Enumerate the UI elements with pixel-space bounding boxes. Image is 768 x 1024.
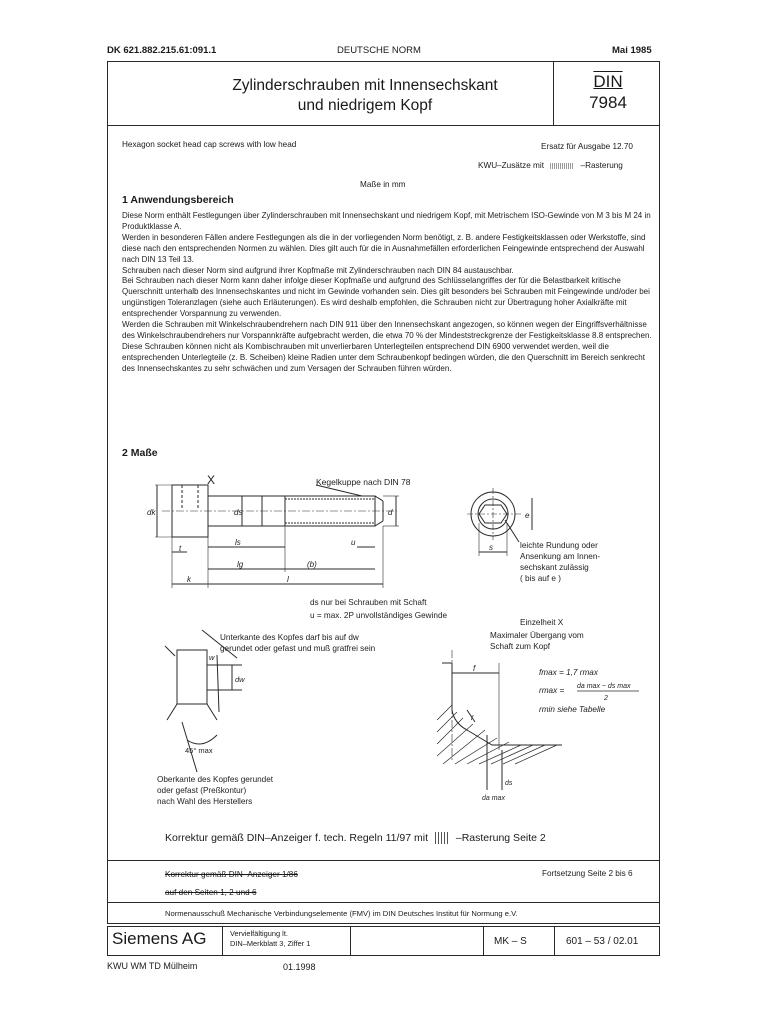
old-korrektur-1: Korrektur gemäß DIN–Anzeiger 1/86 [165,870,298,879]
d-label: d [388,508,393,517]
korrektur-suffix: –Rasterung Seite 2 [455,832,546,844]
din-label: DIN [593,72,623,91]
section1-heading: 1 Anwendungsbereich [122,194,234,206]
ds-note: ds nur bei Schrauben mit Schaft [310,598,427,607]
din-badge [556,73,660,114]
technical-drawing [107,460,660,830]
korrektur-note [165,832,546,844]
footer-divider [554,926,555,956]
u-label: u [351,538,356,547]
mk-code: MK – S [494,936,527,947]
paragraph: Werden in besonderen Fällen andere Festlegungen als die in der vorliegenden Norm benötigt, z. B. andere Festigkeitsklassen oder Werkstoffe, sind diese nach den entsprechenden Normen zu wählen. Dies gilt auch für die in Ausnahmefällen erforderlichen Feingewinde entsprechend der Auswahl nach DIN 13 Teil 13. [122,232,646,264]
vervielfaeltigung [230,929,310,948]
company-name: Siemens AG [112,929,207,948]
footer-divider [483,926,484,956]
issue-date: Mai 1985 [612,45,652,56]
paragraph: Diese Norm enthält Festlegungen über Zylinderschrauben mit Innensechskant und niedrigem Kopf, mit Metrischem ISO-Gewinde von M 3 bis M 24 in Produktklasse A. [122,211,651,231]
da-max-label: da max [482,795,505,802]
oberkante-line-3: nach Wahl des Herstellers [157,797,253,806]
rundung-line-1: leichte Rundung oder [520,541,598,550]
rmax-numerator: da max − ds max [577,683,631,690]
section2-heading: 2 Maße [122,447,158,459]
rmax-denominator: 2 [604,695,608,702]
dk-number: DK 621.882.215.61:091.1 [107,45,217,56]
paragraph: Schrauben nach dieser Norm sind aufgrund ihrer Kopfmaße mit Zylinderschrauben nach DIN 84 austauschbar. [122,265,514,275]
rmax-label: rmax = [539,686,565,695]
rundung-line-2: Ansenkung am Innen- [520,552,601,561]
fmax-formula: fmax = 1,7 rmax [539,668,598,677]
section1-body [122,211,652,375]
e-label: e [525,511,530,520]
paragraph: Werden die Schrauben mit Winkelschraubendrehern nach DIN 911 über den Innensechskant angezogen, so können wegen der Eingriffsverhältnisse des Winkelschraubendrehers nur Vorspannkräfte aufgebracht werden, die etwa 70 % der Mindeststreckgrenze der Festigkeitsklasse 8.8 entsprechen. [122,320,652,340]
verv-line-2: DIN–Merkblatt 3, Ziffer 1 [230,938,311,948]
ls-label: ls [235,538,241,547]
rmin-note: rmin siehe Tabelle [539,705,606,714]
dk-label: dk [147,508,156,517]
kwu-suffix: –Rasterung [580,161,623,170]
unterkante-line-1: Unterkante des Kopfes darf bis auf dw [220,633,359,642]
raster-swatch [435,832,449,844]
kwu-location: KWU WM TD Mülheim [107,961,198,971]
verv-line-1: Vervielfältigung lt. [230,929,288,938]
title-line-2: und niedrigem Kopf [297,97,433,114]
ds-small-label: ds [505,780,513,787]
din-number: 7984 [589,93,627,112]
einzelheit-label: Einzelheit X [520,618,564,627]
title-divider [553,61,554,126]
angle-label: 45° max [185,746,213,755]
ersatz-note: Ersatz für Ausgabe 12.70 [541,142,633,151]
kegelkuppe-label: Kegelkuppe nach DIN 78 [316,477,411,487]
head-detail [177,650,207,704]
w-label: w [209,653,215,662]
f-label: f [473,664,476,673]
footer-date: 01.1998 [283,962,316,972]
footer-divider [222,926,223,956]
rundung-line-3: sechskant zulässig [520,563,589,572]
t-label: t [179,544,182,553]
ausschuss-note: Normenausschuß Mechanische Verbindungselemente (FMV) im DIN Deutsches Institut für Normung e.V. [165,909,518,918]
page-title [200,76,530,116]
detail-x-marker: X [207,473,216,487]
b-label: (b) [307,560,317,569]
raster-swatch [550,163,574,169]
kwu-prefix: KWU–Zusätze mit [478,161,544,170]
divider [107,860,660,861]
r-label: r [471,713,474,722]
uebergang-line-1: Maximaler Übergang vom [490,631,584,640]
divider [107,902,660,903]
rundung-line-4: ( bis auf e ) [520,574,561,583]
lg-label: lg [237,560,244,569]
dw-label: dw [235,675,245,684]
footer-divider [350,926,351,956]
fortsetzung-note: Fortsetzung Seite 2 bis 6 [542,869,633,878]
unterkante-line-2: gerundet oder gefast und muß gratfrei sein [220,644,376,653]
doc-code: 601 – 53 / 02.01 [566,936,639,947]
u-note: u = max. 2P unvollständiges Gewinde [310,611,448,620]
kwu-note [478,160,623,171]
english-title: Hexagon socket head cap screws with low head [122,140,297,149]
l-label: l [287,575,289,584]
korrektur-prefix: Korrektur gemäß DIN–Anzeiger f. tech. Regeln 11/97 mit [165,832,429,844]
paragraph: Bei Schrauben nach dieser Norm kann daher infolge dieser Kopfmaße und aufgrund des Schlüsselangriffes der für die Belastbarkeit kritische Querschnitt unterhalb des Innensechskantes und nicht im Gewinde vorhanden sein. Dies gilt besonders bei Schrauben mit Feingewinde und/oder bei ungünstigen Toleranzlagen (siehe auch Erläuterungen). Es wird deshalb empfohlen, die Schrauben nicht zur Übertragung hoher Axialkräfte mit entsprechender Vorspannung zu verwenden. [122,276,650,319]
paragraph: Diese Schrauben können nicht als Kombischrauben mit unverlierbaren Unterlegteilen entsprechend DIN 6900 verwendet werden, weil die entsprechenden Unterlegteile (z. B. Scheiben) kleine Radien unter dem Schraubenkopf bedingen würden, die den Querschnitt im Bereich senkrecht des Innensechskantes zu sehr schwächen und zum Versagen der Schrauben führen würden. [122,341,645,373]
old-korrektur-2: auf den Seiten 1, 2 und 6 [165,888,257,897]
oberkante-line-1: Oberkante des Kopfes gerundet [157,775,274,784]
ds-label: ds [234,508,243,517]
title-line-1: Zylinderschrauben mit Innensechskant [232,77,498,94]
k-label: k [187,575,191,584]
units-note: Maße in mm [360,180,406,189]
oberkante-line-2: oder gefast (Preßkontur) [157,786,247,795]
s-label: s [489,543,493,552]
uebergang-line-2: Schaft zum Kopf [490,642,551,651]
norm-label: DEUTSCHE NORM [337,45,421,56]
